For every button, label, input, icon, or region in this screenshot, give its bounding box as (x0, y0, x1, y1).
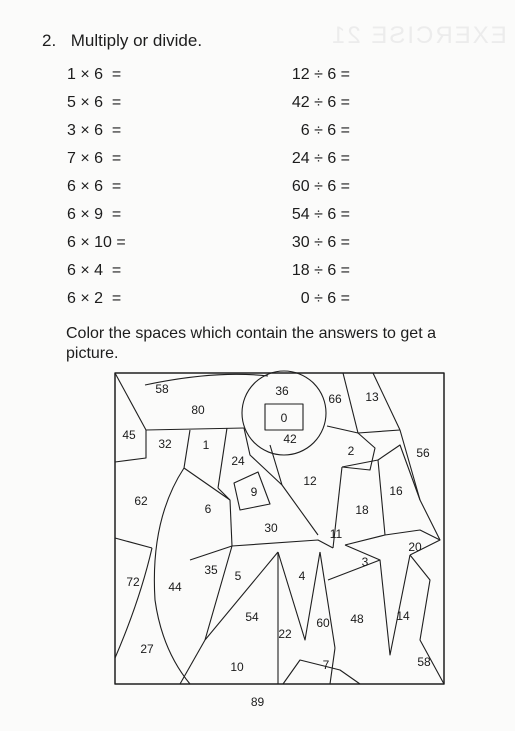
region-number: 60 (316, 616, 330, 630)
region-number: 9 (250, 485, 258, 499)
region-number: 80 (191, 403, 205, 417)
region-number: 58 (417, 655, 431, 669)
problem-row: 30 ÷ 6 = (291, 234, 350, 251)
region-number: 1 (202, 438, 210, 452)
region-number: 30 (264, 521, 278, 535)
region-number: 7 (322, 658, 330, 672)
region-number: 27 (140, 642, 154, 656)
region-number: 58 (155, 382, 169, 396)
problem-row: 6 ÷ 6 = (300, 122, 350, 139)
region-number: 24 (231, 454, 245, 468)
region-number: 2 (347, 444, 355, 458)
bleed-through-text: EXERCISE 21 (330, 22, 507, 49)
problem-row: 12 ÷ 6 = (291, 66, 350, 83)
region-number: 12 (303, 474, 317, 488)
instruction-text: Color the spaces which contain the answers to get a picture. (66, 325, 436, 362)
region-number: 22 (278, 627, 292, 641)
problem-row: 6 × 6 = (67, 178, 122, 195)
region-number: 62 (134, 494, 148, 508)
region-number: 32 (158, 437, 172, 451)
problem-row: 6 × 9 = (67, 206, 122, 223)
region-number: 56 (416, 446, 430, 460)
problem-row: 42 ÷ 6 = (291, 94, 350, 111)
problem-row: 3 × 6 = (67, 122, 122, 139)
problem-row: 0 ÷ 6 = (300, 290, 350, 307)
region-number: 16 (389, 484, 403, 498)
region-number: 66 (328, 392, 342, 406)
problem-row: 6 × 10 = (67, 234, 126, 251)
problem-row: 18 ÷ 6 = (291, 262, 350, 279)
problem-row: 7 × 6 = (67, 150, 122, 167)
region-number: 11 (329, 527, 343, 541)
region-number: 54 (245, 610, 259, 624)
exercise-title: Multiply or divide. (70, 31, 203, 50)
exercise-number: 2. (42, 31, 57, 50)
region-number: 14 (396, 609, 410, 623)
region-number: 6 (204, 502, 212, 516)
region-number: 13 (365, 390, 379, 404)
region-number: 42 (283, 432, 297, 446)
region-number: 0 (280, 411, 288, 425)
region-number: 18 (355, 503, 369, 517)
region-number: 45 (122, 428, 136, 442)
region-number: 48 (350, 612, 364, 626)
problem-row: 5 × 6 = (67, 94, 122, 111)
problem-row: 6 × 2 = (67, 290, 122, 307)
region-number: 35 (204, 563, 218, 577)
region-number: 3 (361, 555, 369, 569)
region-number: 44 (168, 580, 182, 594)
region-number: 72 (126, 575, 140, 589)
problem-row: 6 × 4 = (67, 262, 122, 279)
problem-row: 24 ÷ 6 = (291, 150, 350, 167)
problem-row: 60 ÷ 6 = (291, 178, 350, 195)
region-number: 5 (234, 569, 242, 583)
region-number: 10 (230, 660, 244, 674)
region-number: 36 (275, 384, 289, 398)
problem-row: 54 ÷ 6 = (291, 206, 350, 223)
problem-row: 1 × 6 = (67, 66, 122, 83)
page-number: 89 (250, 695, 265, 709)
region-number: 4 (298, 569, 306, 583)
region-number: 20 (408, 540, 422, 554)
